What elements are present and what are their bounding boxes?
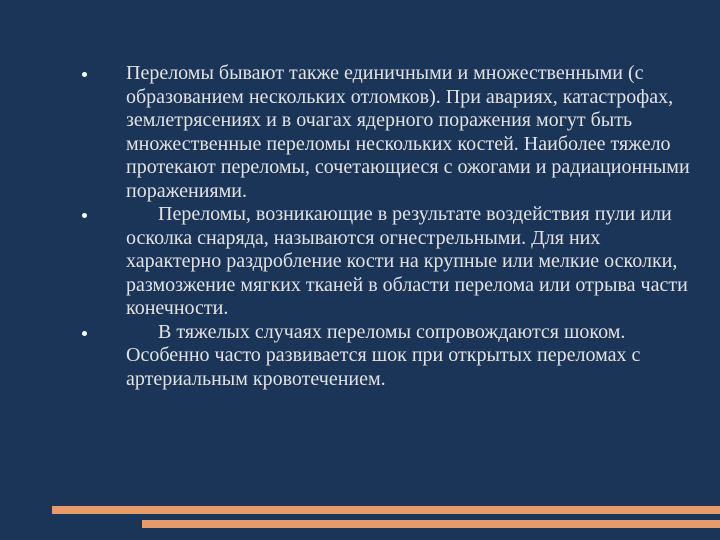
bullet-text-3: В тяжелых случаях переломы сопровождаются шоком. Особенно часто развивается шок при открытых переломах с артериальным кровотечением. [126,320,641,390]
bullet-dot-icon [82,72,87,77]
bullet-item-2 [82,203,692,321]
bullet-item-3 [82,321,692,392]
bullet-text-2: Переломы, возникающие в результате воздействия пули или осколка снаряда, называются огнестрельными. Для них характерно раздробление кости на крупные или мелкие осколки, размозжение мягких тканей в области перелома или отрыва части конечности. [126,203,688,319]
bullet-text-1: Переломы бывают также единичными и множественными (с образованием нескольких отломков). При авариях, катастрофах, землетрясениях и в очагах ядерного поражения могут быть множественные переломы нескольких костей. Наиболее тяжело протекают переломы, сочетающиеся с ожогами и радиационными поражениями. [126,62,690,202]
accent-bar-bottom [142,520,720,528]
bullet-list [82,62,692,391]
bullet-dot-icon [82,331,87,336]
bullet-item-1 [82,62,692,203]
bullet-dot-icon [82,213,87,218]
accent-bar-top [52,506,720,514]
